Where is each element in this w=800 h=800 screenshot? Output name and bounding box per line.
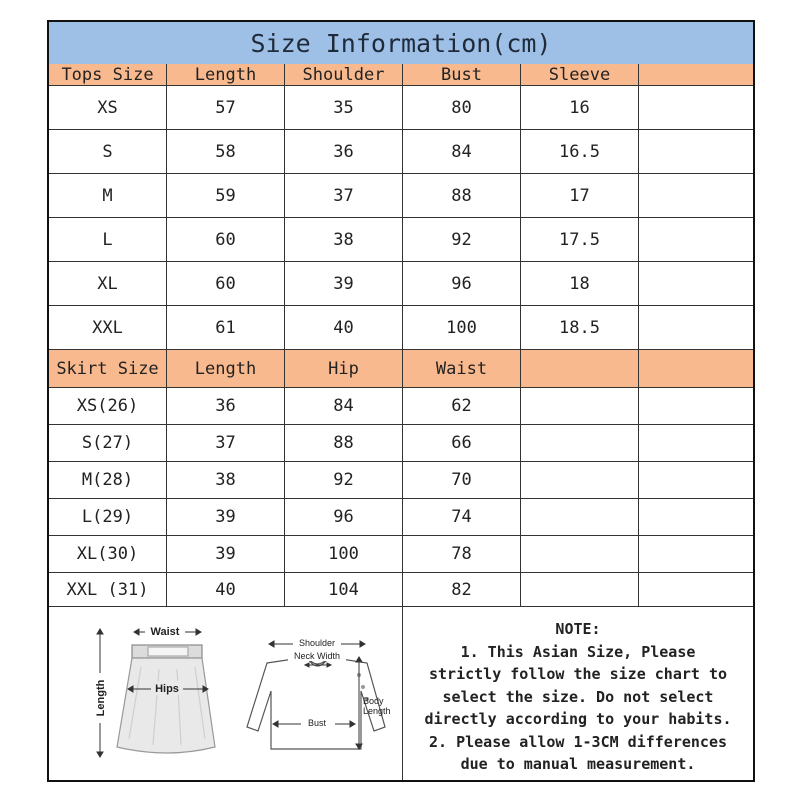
table-cell: 100 xyxy=(403,306,521,349)
table-cell: 60 xyxy=(167,218,285,261)
table-cell: 17 xyxy=(521,174,639,217)
table-cell xyxy=(521,462,639,498)
measurement-illustration xyxy=(49,607,402,780)
table-cell xyxy=(639,573,753,606)
table-row xyxy=(49,306,753,350)
table-cell: L xyxy=(49,218,167,261)
bust-label: Bust xyxy=(307,718,327,728)
table-cell xyxy=(639,425,753,461)
table-cell: 36 xyxy=(285,130,403,173)
note-line: 1. This Asian Size, Please xyxy=(460,642,696,661)
size-chart xyxy=(47,20,755,782)
table-cell: 74 xyxy=(403,499,521,535)
table-row xyxy=(49,573,753,607)
bottom-section xyxy=(49,607,753,780)
note-line: select the size. Do not select xyxy=(442,687,714,706)
table-cell: 40 xyxy=(167,573,285,606)
table-row xyxy=(49,218,753,262)
table-cell: 96 xyxy=(403,262,521,305)
table-cell: XXL (31) xyxy=(49,573,167,606)
table-row xyxy=(49,86,753,130)
column-header: Hip xyxy=(285,350,403,387)
note-line: directly according to your habits. xyxy=(424,710,732,728)
table-cell xyxy=(521,499,639,535)
table-row xyxy=(49,262,753,306)
skirt-header-row xyxy=(49,350,753,388)
waist-label: Waist xyxy=(150,626,180,638)
note-line: strictly follow the size chart to xyxy=(428,665,727,683)
table-cell xyxy=(639,388,753,424)
table-cell: 36 xyxy=(167,388,285,424)
table-cell: 84 xyxy=(403,130,521,173)
body-length-label-line1: Body xyxy=(363,696,384,706)
table-cell xyxy=(639,306,753,349)
table-cell: 100 xyxy=(285,536,403,572)
table-cell: 70 xyxy=(403,462,521,498)
table-cell xyxy=(639,86,753,129)
table-cell: 104 xyxy=(285,573,403,606)
table-cell: 35 xyxy=(285,86,403,129)
table-cell xyxy=(521,573,639,606)
table-row xyxy=(49,388,753,425)
table-cell xyxy=(639,262,753,305)
table-cell: 62 xyxy=(403,388,521,424)
table-cell: 84 xyxy=(285,388,403,424)
chart-title: Size Information(cm) xyxy=(49,22,753,65)
note-title: NOTE: xyxy=(555,620,601,638)
table-cell: 39 xyxy=(285,262,403,305)
table-cell: M(28) xyxy=(49,462,167,498)
table-cell xyxy=(521,536,639,572)
table-cell: 37 xyxy=(285,174,403,217)
table-cell: 59 xyxy=(167,174,285,217)
table-cell: 38 xyxy=(285,218,403,261)
table-row xyxy=(49,425,753,462)
body-length-label-line2: Length xyxy=(363,706,391,716)
table-cell: XL xyxy=(49,262,167,305)
table-row xyxy=(49,174,753,218)
table-cell: 37 xyxy=(167,425,285,461)
hips-label: Hips xyxy=(155,683,179,695)
table-cell xyxy=(639,499,753,535)
neck-width-label: Neck Width xyxy=(293,651,341,661)
table-cell xyxy=(639,130,753,173)
table-cell: XS(26) xyxy=(49,388,167,424)
table-cell xyxy=(639,218,753,261)
table-cell xyxy=(521,388,639,424)
table-cell: 60 xyxy=(167,262,285,305)
table-cell: 16.5 xyxy=(521,130,639,173)
table-cell xyxy=(521,425,639,461)
table-cell: 18 xyxy=(521,262,639,305)
table-row xyxy=(49,536,753,573)
table-cell: 58 xyxy=(167,130,285,173)
table-row xyxy=(49,499,753,536)
note-box xyxy=(403,607,753,780)
column-header: Skirt Size xyxy=(49,350,167,387)
table-row xyxy=(49,130,753,174)
table-cell xyxy=(639,536,753,572)
table-cell: 39 xyxy=(167,536,285,572)
table-cell: 18.5 xyxy=(521,306,639,349)
table-cell: 88 xyxy=(285,425,403,461)
column-header xyxy=(639,350,753,387)
table-cell: L(29) xyxy=(49,499,167,535)
table-cell: 92 xyxy=(285,462,403,498)
table-cell: 38 xyxy=(167,462,285,498)
tops-header-row xyxy=(49,64,753,86)
column-header: Length xyxy=(167,350,285,387)
skirt-illustration xyxy=(117,645,215,753)
table-cell xyxy=(639,462,753,498)
table-cell: S(27) xyxy=(49,425,167,461)
table-cell: M xyxy=(49,174,167,217)
table-cell: 39 xyxy=(167,499,285,535)
table-cell: XL(30) xyxy=(49,536,167,572)
column-header: Waist xyxy=(403,350,521,387)
table-cell: 16 xyxy=(521,86,639,129)
table-cell: S xyxy=(49,130,167,173)
column-header: Tops Size xyxy=(49,64,167,85)
length-label: Length xyxy=(95,679,107,717)
column-header: Length xyxy=(167,64,285,85)
note-line: 2. Please allow 1-3CM differences xyxy=(428,732,727,751)
measurement-diagram xyxy=(49,607,403,780)
table-cell: 96 xyxy=(285,499,403,535)
table-row xyxy=(49,462,753,499)
column-header xyxy=(639,64,753,85)
table-cell: 17.5 xyxy=(521,218,639,261)
column-header: Shoulder xyxy=(285,64,403,85)
table-cell: 78 xyxy=(403,536,521,572)
table-cell: 66 xyxy=(403,425,521,461)
table-cell: 82 xyxy=(403,573,521,606)
table-cell: 40 xyxy=(285,306,403,349)
table-cell: XXL xyxy=(49,306,167,349)
table-cell: 57 xyxy=(167,86,285,129)
table-cell: 92 xyxy=(403,218,521,261)
column-header xyxy=(521,350,639,387)
shoulder-label: Shoulder xyxy=(298,638,336,648)
column-header: Bust xyxy=(403,64,521,85)
table-cell: 80 xyxy=(403,86,521,129)
table-cell xyxy=(639,174,753,217)
table-cell: XS xyxy=(49,86,167,129)
note-line: due to manual measurement. xyxy=(460,755,696,773)
column-header: Sleeve xyxy=(521,64,639,85)
table-cell: 88 xyxy=(403,174,521,217)
table-cell: 61 xyxy=(167,306,285,349)
